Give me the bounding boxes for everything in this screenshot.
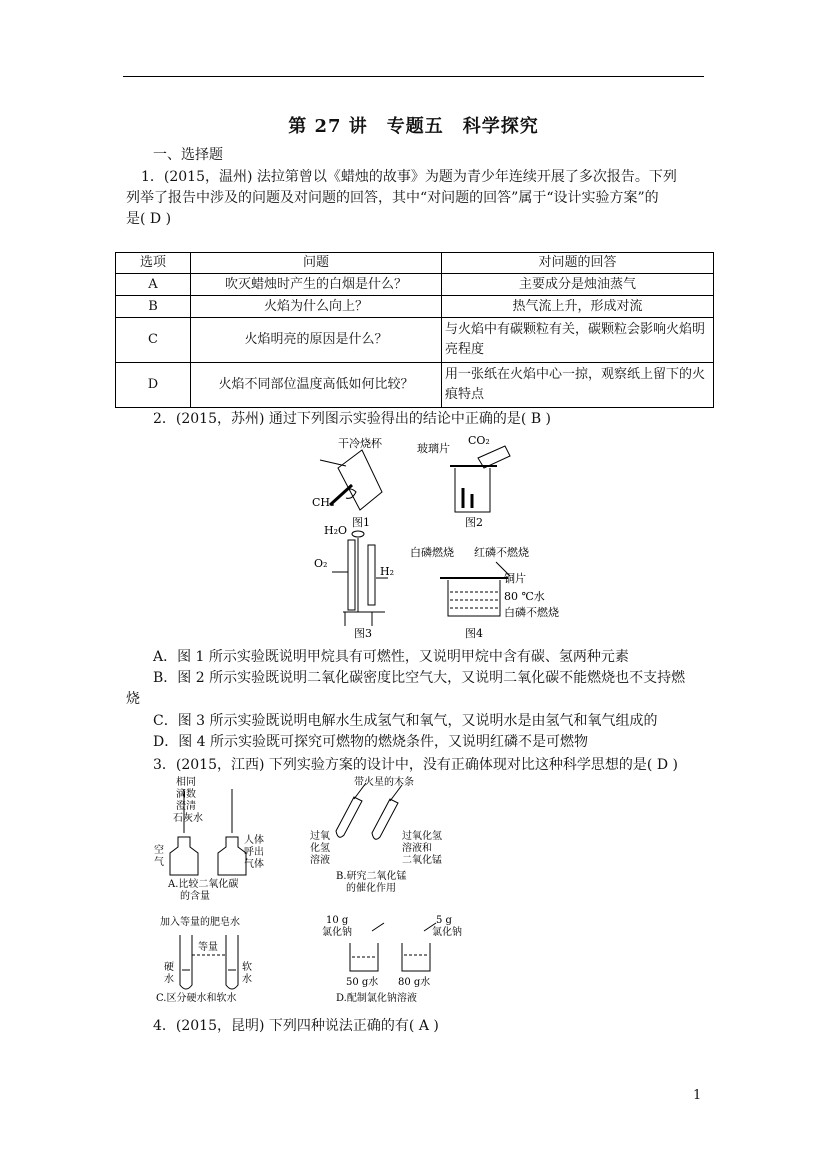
a-right-1: 人体 (244, 835, 264, 846)
d-right-1: 5 g (436, 915, 452, 926)
header-rule (123, 76, 704, 77)
c-right-1: 软 (242, 962, 252, 973)
table-cell: B (116, 296, 191, 318)
a-left-2: 气 (154, 857, 164, 868)
table-header-option: 选项 (116, 253, 191, 274)
a-right-3: 气体 (244, 859, 264, 870)
table-cell: 与火焰中有碳颗粒有关，碳颗粒会影响火焰明亮程度 (442, 318, 714, 363)
fig3-o2: O₂ (314, 557, 328, 570)
a-top-2: 滴数 (176, 789, 196, 800)
q2-figure (300, 430, 560, 645)
q3-figure (140, 775, 470, 1010)
table-cell: 火焰明亮的原因是什么？ (191, 318, 442, 363)
fig4-label2: 红磷不燃烧 (474, 546, 529, 559)
d-water-1: 50 g水 (346, 977, 379, 988)
q2-stem: 2．(2015，苏州) 通过下列图示实验得出的结论中正确的是( B ) (153, 411, 552, 427)
c-left-1: 硬 (164, 962, 174, 973)
c-mid: 等量 (198, 942, 218, 953)
c-caption: C.区分硬水和软水 (156, 993, 237, 1004)
q1-stem-line2: 列举了报告中涉及的问题及对问题的回答，其中“对问题的回答”属于“设计实验方案”的 (126, 190, 659, 206)
fig4-caption: 图4 (465, 627, 483, 640)
table-header-answer: 对问题的回答 (442, 253, 714, 274)
b-top: 带火星的木条 (354, 777, 414, 788)
table-cell: 火焰不同部位温度高低如何比较？ (191, 363, 442, 408)
q2-option-d: D．图 4 所示实验既可探究可燃物的燃烧条件，又说明红磷不是可燃物 (153, 734, 589, 750)
fig4-label5: 白磷不燃烧 (504, 606, 559, 619)
q1-table (115, 252, 714, 408)
dry-beaker-shape (338, 450, 382, 510)
q2-option-a: A．图 1 所示实验既说明甲烷具有可燃性，又说明甲烷中含有碳、氢两种元素 (153, 649, 629, 665)
fig1-gas: CH₄ (312, 496, 335, 509)
d-caption: D.配制氯化钠溶液 (336, 993, 417, 1004)
c-left-2: 水 (164, 974, 174, 985)
fig1-label: 干冷烧杯 (338, 437, 382, 450)
q2-option-b: B．图 2 所示实验既说明二氧化碳密度比空气大，又说明二氧化碳不能燃烧也不支持燃 (153, 670, 686, 686)
table-cell: D (116, 363, 191, 408)
d-left-2: 氯化钠 (322, 927, 352, 938)
b-left-3: 溶液 (310, 855, 330, 866)
fig2-caption: 图2 (465, 516, 483, 529)
q3-stem: 3．(2015，江西) 下列实验方案的设计中，没有正确体现对比这种科学思想的是( D ) (153, 757, 678, 773)
q4-stem: 4．(2015，昆明) 下列四种说法正确的有( A ) (153, 1018, 439, 1034)
table-cell: 热气流上升，形成对流 (442, 296, 714, 318)
q2-option-b-cont: 烧 (126, 691, 140, 707)
d-water-2: 80 g水 (398, 977, 431, 988)
fig4-label3: 铜片 (504, 572, 526, 585)
table-cell: 主要成分是烛油蒸气 (442, 274, 714, 296)
q2-option-c: C．图 3 所示实验既说明电解水生成氢气和氧气，又说明水是由氢气和氧气组成的 (153, 713, 658, 729)
a-caption-2: 的含量 (180, 891, 210, 902)
table-cell: 火焰为什么向上？ (191, 296, 442, 318)
q1-stem-line3: 是( D ) (126, 211, 172, 227)
b-left-2: 化氢 (310, 843, 330, 854)
fig1-caption: 图1 (352, 516, 370, 529)
page-number: 1 (693, 1088, 702, 1103)
table-cell: A (116, 274, 191, 296)
fig2-gas: CO₂ (468, 434, 490, 447)
c-top: 加入等量的肥皂水 (160, 917, 240, 928)
d-left-1: 10 g (326, 915, 349, 926)
page-title: 第 27 讲 专题五 科学探究 (288, 116, 539, 137)
a-top-1: 相同 (176, 777, 196, 788)
q1-stem-line1: 1．(2015，温州) 法拉第曾以《蜡烛的故事》为题为青少年连续开展了多次报告。下列 (141, 169, 677, 185)
fig2-label: 玻璃片 (417, 442, 450, 455)
fig4-label4: 80 ℃水 (504, 590, 545, 603)
fig3-h2: H₂ (380, 565, 395, 578)
b-caption-1: B.研究二氧化锰 (336, 871, 407, 882)
table-cell: 吹灭蜡烛时产生的白烟是什么？ (191, 274, 442, 296)
a-caption-1: A.比较二氧化碳 (168, 879, 239, 890)
fig3-water: H₂O (324, 524, 348, 537)
b-right-1: 过氧化氢 (402, 831, 442, 842)
b-left-1: 过氧 (310, 831, 330, 842)
section-heading: 一、选择题 (153, 147, 223, 163)
fig3-caption: 图3 (354, 627, 372, 640)
fig4-label1: 白磷燃烧 (410, 546, 454, 559)
b-right-3: 二氧化锰 (402, 855, 442, 866)
b-right-2: 溶液和 (402, 843, 432, 854)
b-caption-2: 的催化作用 (346, 883, 396, 894)
a-top-3: 澄清 (176, 801, 196, 812)
table-cell: C (116, 318, 191, 363)
table-cell: 用一张纸在火焰中心一掠，观察纸上留下的火痕特点 (442, 363, 714, 408)
table-header-question: 问题 (191, 253, 442, 274)
a-right-2: 呼出 (244, 847, 264, 858)
c-right-2: 水 (242, 974, 252, 985)
a-top-4: 石灰水 (173, 813, 203, 824)
d-right-2: 氯化钠 (432, 927, 462, 938)
a-left-1: 空 (154, 845, 164, 856)
